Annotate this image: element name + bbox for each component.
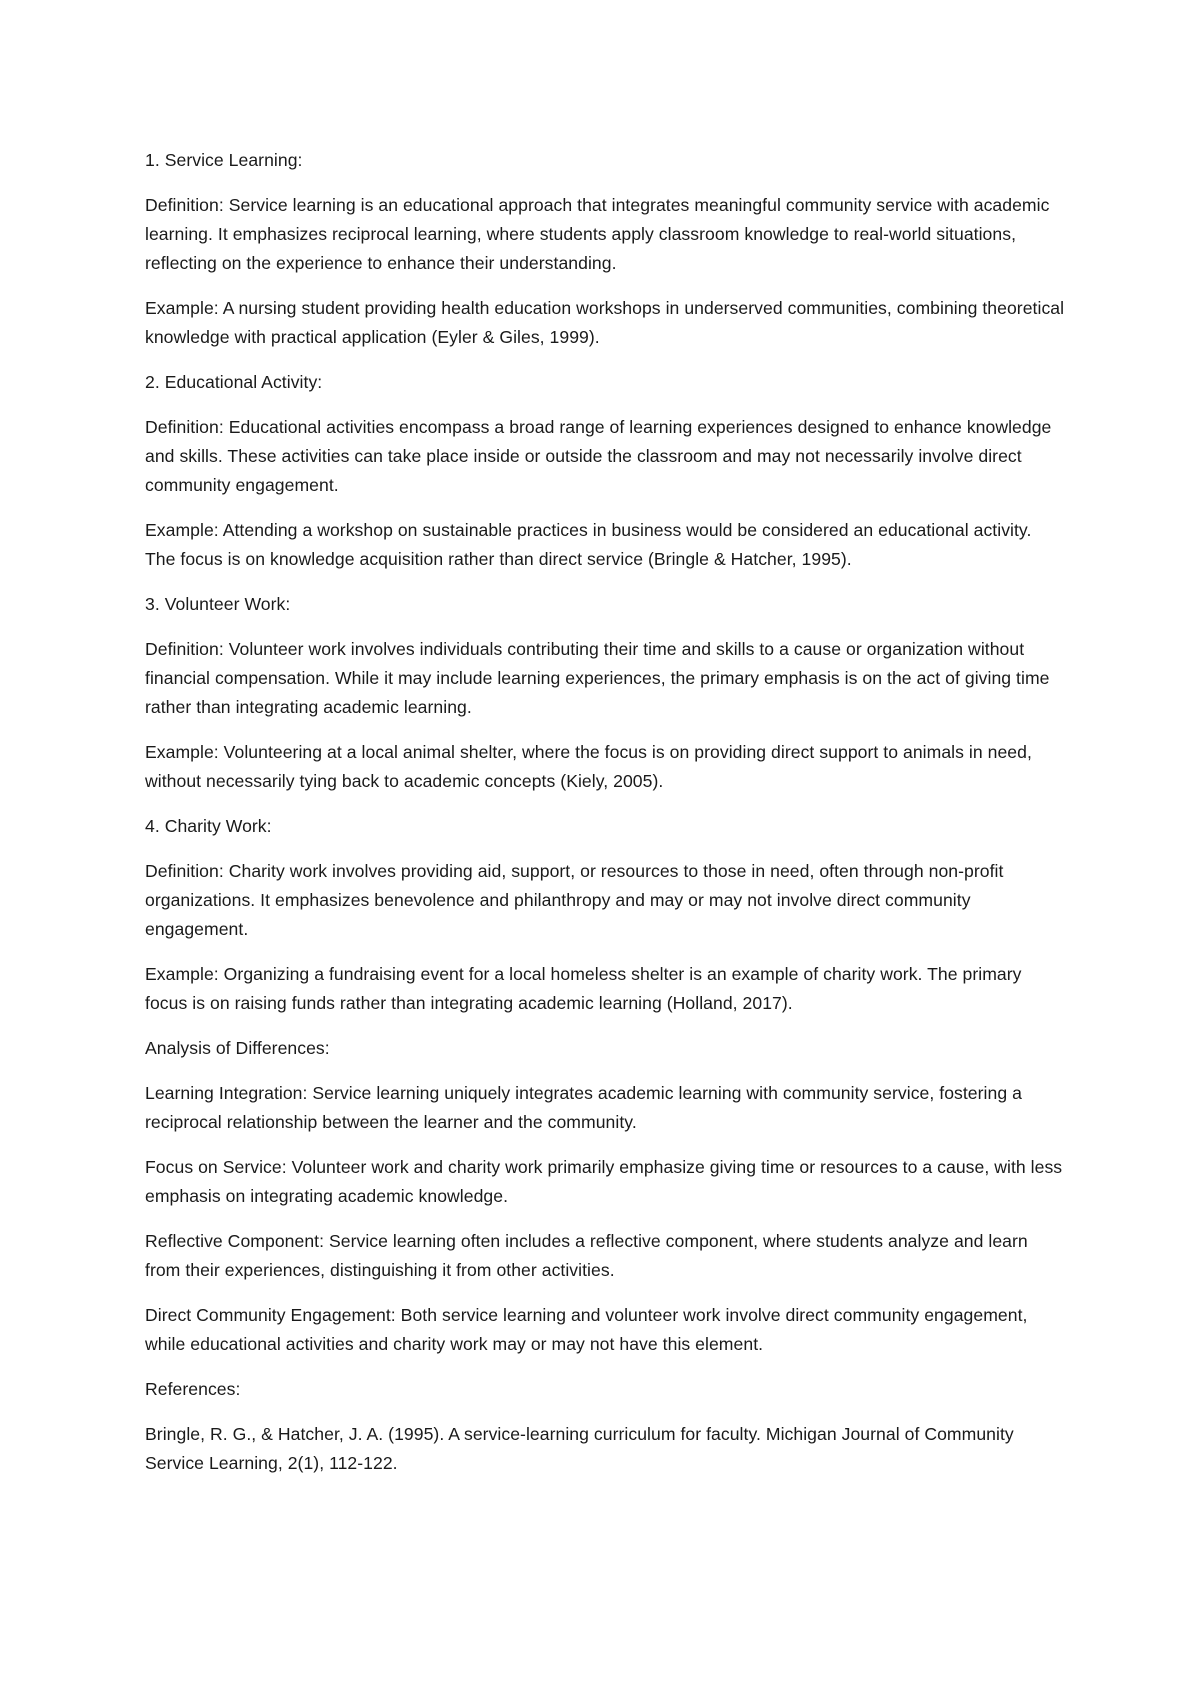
volunteer-work-example: Example: Volunteering at a local animal shelter, where the focus is on providing direct support to animals in need, without necessarily tying back to academic concepts (Kiely, 2005). bbox=[145, 742, 1032, 791]
volunteer-work-definition: Definition: Volunteer work involves individuals contributing their time and skills to a cause or organization without financial compensation. While it may include learning experiences, the primary emphasis is on the act of giving time rather than integrating academic learning. bbox=[145, 639, 1050, 717]
section-heading-volunteer-work: 3. Volunteer Work: bbox=[145, 594, 291, 614]
section-heading-service-learning: 1. Service Learning: bbox=[145, 150, 303, 170]
section-heading-analysis: Analysis of Differences: bbox=[145, 1038, 330, 1058]
section-heading-references: References: bbox=[145, 1379, 241, 1399]
reference-entry: Bringle, R. G., & Hatcher, J. A. (1995). A service-learning curriculum for faculty. Michigan Journal of Community Service Learning, 2(1), 112-122. bbox=[145, 1424, 1014, 1473]
charity-work-definition: Definition: Charity work involves providing aid, support, or resources to those in need, often through non-profit organizations. It emphasizes benevolence and philanthropy and may or may not involve direct community engagement. bbox=[145, 861, 1004, 939]
service-learning-example: Example: A nursing student providing health education workshops in underserved communities, combining theoretical knowledge with practical application (Eyler & Giles, 1999). bbox=[145, 298, 1065, 347]
analysis-focus-on-service: Focus on Service: Volunteer work and charity work primarily emphasize giving time or resources to a cause, with less emphasis on integrating academic knowledge. bbox=[145, 1157, 1063, 1206]
section-heading-charity-work: 4. Charity Work: bbox=[145, 816, 272, 836]
document-body bbox=[145, 146, 1065, 1494]
section-heading-educational-activity: 2. Educational Activity: bbox=[145, 372, 323, 392]
analysis-reflective-component: Reflective Component: Service learning often includes a reflective component, where students analyze and learn from their experiences, distinguishing it from other activities. bbox=[145, 1231, 1028, 1280]
analysis-direct-community-engagement: Direct Community Engagement: Both service learning and volunteer work involve direct community engagement, while educational activities and charity work may or may not have this element. bbox=[145, 1305, 1028, 1354]
charity-work-example: Example: Organizing a fundraising event for a local homeless shelter is an example of charity work. The primary focus is on raising funds rather than integrating academic learning (Holland, 2017). bbox=[145, 964, 1022, 1013]
analysis-learning-integration: Learning Integration: Service learning uniquely integrates academic learning with community service, fostering a reciprocal relationship between the learner and the community. bbox=[145, 1083, 1022, 1132]
service-learning-definition: Definition: Service learning is an educational approach that integrates meaningful community service with academic learning. It emphasizes reciprocal learning, where students apply classroom knowledge to real-world situations, reflecting on the experience to enhance their understanding. bbox=[145, 195, 1050, 273]
educational-activity-definition: Definition: Educational activities encompass a broad range of learning experiences designed to enhance knowledge and skills. These activities can take place inside or outside the classroom and may not necessarily involve direct community engagement. bbox=[145, 417, 1052, 495]
educational-activity-example: Example: Attending a workshop on sustainable practices in business would be considered an educational activity. The focus is on knowledge acquisition rather than direct service (Bringle & Hatcher, 1995). bbox=[145, 520, 1032, 569]
